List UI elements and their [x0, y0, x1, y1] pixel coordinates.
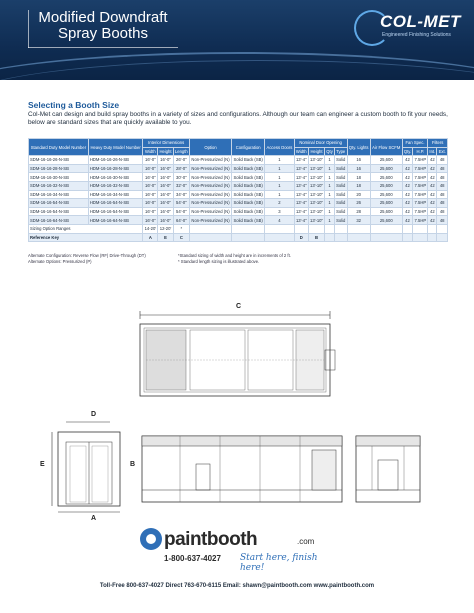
table-cell: Solid Back (SB) — [233, 209, 263, 215]
sizing-width: 14-20' — [144, 226, 157, 232]
table-cell: 25,600 — [370, 173, 402, 182]
table-cell: 16'-0" — [143, 216, 158, 225]
booth-size-table — [28, 138, 448, 242]
table-cell: 1 — [265, 173, 295, 182]
table-cell: Non-Pressurized (N) — [191, 200, 230, 206]
table-cell: Solid Back (SB) — [233, 166, 263, 172]
table-cell: 1 — [325, 156, 335, 165]
table-cell: 13'-10" — [309, 209, 323, 215]
col-met-logo — [354, 10, 469, 46]
table-cell: 1 — [325, 164, 335, 173]
front-elevation-drawing — [48, 420, 128, 516]
table-cell: 1 — [325, 173, 335, 182]
note-std-sizing: *Standard sizing of width and height are in increments of 2 ft. — [178, 253, 291, 258]
group-header-interior: Interior Dimensions — [143, 139, 190, 148]
table-cell: 7.5HP — [414, 191, 427, 197]
table-cell: 13'-4" — [295, 217, 307, 223]
col-header: Configuration — [232, 139, 265, 156]
table-cell: 13'-10" — [309, 166, 323, 172]
col-header: Standard Duty Model Number — [29, 139, 89, 156]
col-header: Height — [159, 148, 172, 154]
table-cell: 1 — [265, 156, 295, 165]
sizing-length: * — [173, 224, 189, 233]
table-cell: Solid — [336, 183, 346, 189]
paintbooth-brand — [140, 526, 340, 572]
table-cell: 28 — [347, 207, 370, 216]
notes-right — [178, 253, 291, 264]
table-cell: HDM-16-16-28-N-SB — [88, 164, 143, 173]
table-cell: SDM-16-16-54-N-SB — [29, 207, 89, 216]
table-cell: Solid — [336, 209, 346, 215]
table-cell: 30'-0" — [173, 173, 189, 182]
page-title — [28, 10, 178, 42]
table-cell: 16'-0" — [158, 216, 173, 225]
note-alt-config: Alternate Configuration: Reverse Flow (RF) Drive-Through (DT) — [28, 253, 146, 258]
table-cell: Non-Pressurized (N) — [191, 157, 230, 163]
table-cell: 54'-0" — [173, 207, 189, 216]
table-cell: 16'-0" — [143, 190, 158, 199]
table-cell: 13'-10" — [309, 191, 323, 197]
col-header: Qty — [326, 148, 333, 154]
brand-domain: .com — [297, 537, 315, 546]
table-cell: 42 — [428, 156, 437, 165]
logo-tagline: Engineered Finishing Solutions — [382, 32, 451, 38]
table-cell: 7.5HP — [414, 166, 427, 172]
table-cell: 13'-10" — [309, 157, 323, 163]
logo-name: COL-MET — [380, 12, 461, 31]
table-cell: Non-Pressurized (N) — [191, 166, 230, 172]
table-cell: Solid — [336, 174, 346, 180]
table-cell: Solid Back (SB) — [233, 191, 263, 197]
table-cell: 42 — [428, 173, 437, 182]
table-cell: 16'-0" — [143, 207, 158, 216]
table-cell: 48 — [437, 207, 448, 216]
col-header: Qty. — [403, 148, 412, 154]
dimension-label-b: B — [130, 461, 136, 468]
table-cell: 16'-0" — [143, 173, 158, 182]
table-cell: 13'-4" — [295, 157, 307, 163]
col-header: Heavy Duty Model Number — [88, 139, 143, 156]
col-header: H.P. — [413, 147, 428, 156]
table-cell: 48 — [437, 181, 448, 190]
table-cell: 1 — [325, 207, 335, 216]
table-cell: 25,600 — [370, 190, 402, 199]
table-cell: 42 — [402, 164, 413, 173]
table-row — [29, 164, 448, 173]
table-cell: 42 — [428, 207, 437, 216]
table-cell: 48 — [437, 190, 448, 199]
table-cell: 13'-4" — [295, 166, 307, 172]
table-cell: HDM-16-16-64-N-SB — [88, 216, 143, 225]
table-cell: 25,600 — [370, 181, 402, 190]
ref-key-d: D — [294, 233, 308, 242]
side-elevation-drawing — [140, 430, 345, 506]
table-cell: SDM-16-16-30-N-SB — [29, 173, 89, 182]
table-cell: 3 — [265, 207, 295, 216]
note-std-length: * Standard length sizing is illustrated above. — [178, 258, 260, 264]
col-header: Qty. Lights — [347, 139, 370, 156]
table-row — [29, 190, 448, 199]
table-cell: 7.5HP — [414, 157, 427, 163]
table-cell: 25,600 — [370, 216, 402, 225]
table-cell: Solid — [336, 166, 346, 172]
group-header-filters: Filters — [428, 139, 448, 148]
sizing-range-row — [29, 224, 448, 233]
table-cell: 16 — [347, 156, 370, 165]
table-cell: SDM-16-16-26-N-SB — [29, 156, 89, 165]
table-cell: 13'-10" — [309, 183, 323, 189]
table-cell: 16'-0" — [143, 181, 158, 190]
table-cell: 7.5HP — [414, 174, 427, 180]
table-row — [29, 199, 448, 208]
table-cell: 1 — [325, 190, 335, 199]
table-cell: 1 — [265, 164, 295, 173]
table-cell: 42 — [428, 164, 437, 173]
table-cell: HDM-16-16-26-N-SB — [88, 156, 143, 165]
table-cell: 16'-0" — [158, 181, 173, 190]
brand-slogan: Start here, finish here! — [240, 553, 318, 573]
col-header: Ext. — [438, 148, 446, 154]
table-cell: 2 — [265, 199, 295, 208]
title-underline — [28, 47, 178, 48]
table-cell: 42 — [402, 207, 413, 216]
table-cell: 4 — [265, 216, 295, 225]
table-cell: 13'-4" — [295, 183, 307, 189]
col-header: Access Doors — [265, 139, 295, 156]
table-cell: 13'-10" — [309, 217, 323, 223]
col-header: Length — [174, 148, 188, 154]
table-cell: 48 — [437, 216, 448, 225]
table-cell: 34'-0" — [173, 190, 189, 199]
table-cell: 16'-0" — [158, 199, 173, 208]
table-cell: SDM-16-16-64-N-SB — [29, 216, 89, 225]
brand-name: paintbooth — [164, 529, 258, 550]
group-header-fan: Fan Spec. — [402, 139, 428, 148]
table-cell: HDM-16-16-54-N-SB — [88, 199, 143, 208]
brand-phone: 1-800-637-4027 — [164, 554, 221, 563]
table-cell: 16'-0" — [158, 164, 173, 173]
table-cell: 7.5HP — [414, 209, 427, 215]
table-cell: 42 — [402, 216, 413, 225]
table-cell: 7.5HP — [414, 200, 427, 206]
table-group-header-row — [29, 139, 448, 148]
col-header: Width — [143, 147, 158, 156]
sizing-label: Sizing Option Ranges — [29, 224, 143, 233]
table-row — [29, 207, 448, 216]
table-cell: SDM-16-16-54-N-SB — [29, 199, 89, 208]
page-header — [0, 0, 474, 80]
dimension-label-d: D — [91, 411, 97, 418]
table-cell: 32'-0" — [173, 181, 189, 190]
table-cell: 1 — [325, 216, 335, 225]
col-header: Air Flow SCFM — [370, 139, 402, 156]
dimension-label-c: C — [236, 303, 242, 310]
reference-key-row — [29, 233, 448, 242]
col-header: Type — [336, 148, 346, 154]
table-cell: 13'-10" — [309, 200, 323, 206]
table-row — [29, 156, 448, 165]
table-cell: 13'-4" — [295, 174, 307, 180]
table-cell: 13'-4" — [295, 191, 307, 197]
ref-key-b: B — [308, 233, 324, 242]
table-cell: 20 — [347, 190, 370, 199]
table-cell: Non-Pressurized (N) — [191, 183, 230, 189]
table-cell: Solid Back (SB) — [233, 200, 263, 206]
table-cell: 48 — [437, 164, 448, 173]
table-cell: Solid — [336, 200, 346, 206]
dimension-label-e: E — [40, 461, 45, 468]
table-cell: Solid — [336, 157, 346, 163]
table-cell: 42 — [428, 181, 437, 190]
table-cell: 16'-0" — [158, 190, 173, 199]
table-cell: Non-Pressurized (N) — [191, 191, 230, 197]
contact-footer: Toll-Free 800-637-4027 Direct 763-670-6115 Email: shawn@paintbooth.com www.paintbooth.com — [99, 583, 375, 589]
table-cell: 16'-0" — [158, 156, 173, 165]
table-cell: 48 — [437, 156, 448, 165]
table-cell: 7.5HP — [414, 183, 427, 189]
table-cell: 16'-0" — [143, 164, 158, 173]
table-cell: 18 — [347, 181, 370, 190]
table-cell: 1 — [325, 199, 335, 208]
table-cell: 48 — [437, 199, 448, 208]
ref-key-a: A — [143, 233, 158, 242]
col-header: Int. — [429, 148, 436, 154]
table-cell: 16'-0" — [158, 173, 173, 182]
table-cell: 26'-0" — [173, 156, 189, 165]
table-row — [29, 181, 448, 190]
table-cell: Solid — [336, 191, 346, 197]
table-cell: 26 — [347, 199, 370, 208]
table-cell: 7.5HP — [414, 217, 427, 223]
note-alt-options: Alternate Options: Pressurized (P) — [28, 258, 92, 264]
table-cell: 32 — [347, 216, 370, 225]
table-cell: Non-Pressurized (N) — [191, 174, 230, 180]
table-cell: 42 — [428, 199, 437, 208]
table-cell: 13'-4" — [295, 200, 307, 206]
table-cell: 16'-0" — [143, 156, 158, 165]
table-cell: Solid Back (SB) — [233, 183, 263, 189]
table-row — [29, 216, 448, 225]
sizing-height: 12-20' — [159, 226, 172, 232]
table-cell: 42 — [402, 156, 413, 165]
col-header: Option — [189, 139, 231, 156]
notes-left — [28, 253, 146, 264]
end-elevation-drawing — [352, 430, 424, 506]
title-line-2: Spray Booths — [57, 25, 149, 42]
ref-key-e: E — [158, 233, 173, 242]
table-cell: 48 — [437, 173, 448, 182]
table-cell: 1 — [325, 181, 335, 190]
table-cell: 42 — [402, 199, 413, 208]
table-cell: SDM-16-16-28-N-SB — [29, 164, 89, 173]
title-line-1: Modified Downdraft — [38, 9, 168, 26]
table-cell: Solid Back (SB) — [233, 157, 263, 163]
table-cell: 42 — [402, 173, 413, 182]
section-title: Selecting a Booth Size — [28, 100, 120, 110]
table-cell: 25,600 — [370, 207, 402, 216]
table-cell: Non-Pressurized (N) — [191, 209, 230, 215]
table-cell: 42 — [428, 190, 437, 199]
table-cell: 25,600 — [370, 199, 402, 208]
reference-key-label: Reference Key — [29, 233, 143, 242]
table-cell: 1 — [265, 181, 295, 190]
table-cell: 25,600 — [370, 156, 402, 165]
table-cell: Solid Back (SB) — [233, 217, 263, 223]
table-cell: 64'-0" — [173, 216, 189, 225]
table-cell: 16 — [347, 164, 370, 173]
table-cell: 54'-0" — [173, 199, 189, 208]
col-header: Width — [295, 148, 307, 154]
table-cell: 16'-0" — [143, 199, 158, 208]
ref-key-c: C — [173, 233, 189, 242]
table-cell: 28'-0" — [173, 164, 189, 173]
table-cell: Solid Back (SB) — [233, 174, 263, 180]
group-header-door: Nominal Door Opening — [294, 139, 347, 148]
table-cell: SDM-16-16-32-N-SB — [29, 181, 89, 190]
table-body — [29, 156, 448, 225]
table-cell: 42 — [402, 181, 413, 190]
table-cell: SDM-16-16-34-N-SB — [29, 190, 89, 199]
table-cell: 16'-0" — [158, 207, 173, 216]
table-cell: HDM-16-16-32-N-SB — [88, 181, 143, 190]
table-cell: 13'-4" — [295, 209, 307, 215]
table-cell: HDM-16-16-34-N-SB — [88, 190, 143, 199]
table-cell: Solid — [336, 217, 346, 223]
table-cell: 42 — [428, 216, 437, 225]
dimension-label-a: A — [91, 515, 97, 522]
table-cell: HDM-16-16-54-N-SB — [88, 207, 143, 216]
table-cell: 42 — [402, 190, 413, 199]
table-row — [29, 173, 448, 182]
table-cell: 13'-10" — [309, 174, 323, 180]
intro-paragraph: Col-Met can design and build spray booths in a variety of sizes and configurations. Although our team can engineer a custom booth to fit your needs, below are standard sizes that are quickly available to you. — [28, 111, 448, 126]
table-cell: 18 — [347, 173, 370, 182]
table-cell: 25,600 — [370, 164, 402, 173]
table-cell: Non-Pressurized (N) — [191, 217, 230, 223]
col-header: Height — [308, 147, 324, 156]
table-cell: 1 — [265, 190, 295, 199]
top-plan-drawing — [120, 310, 350, 400]
table-cell: HDM-16-16-30-N-SB — [88, 173, 143, 182]
